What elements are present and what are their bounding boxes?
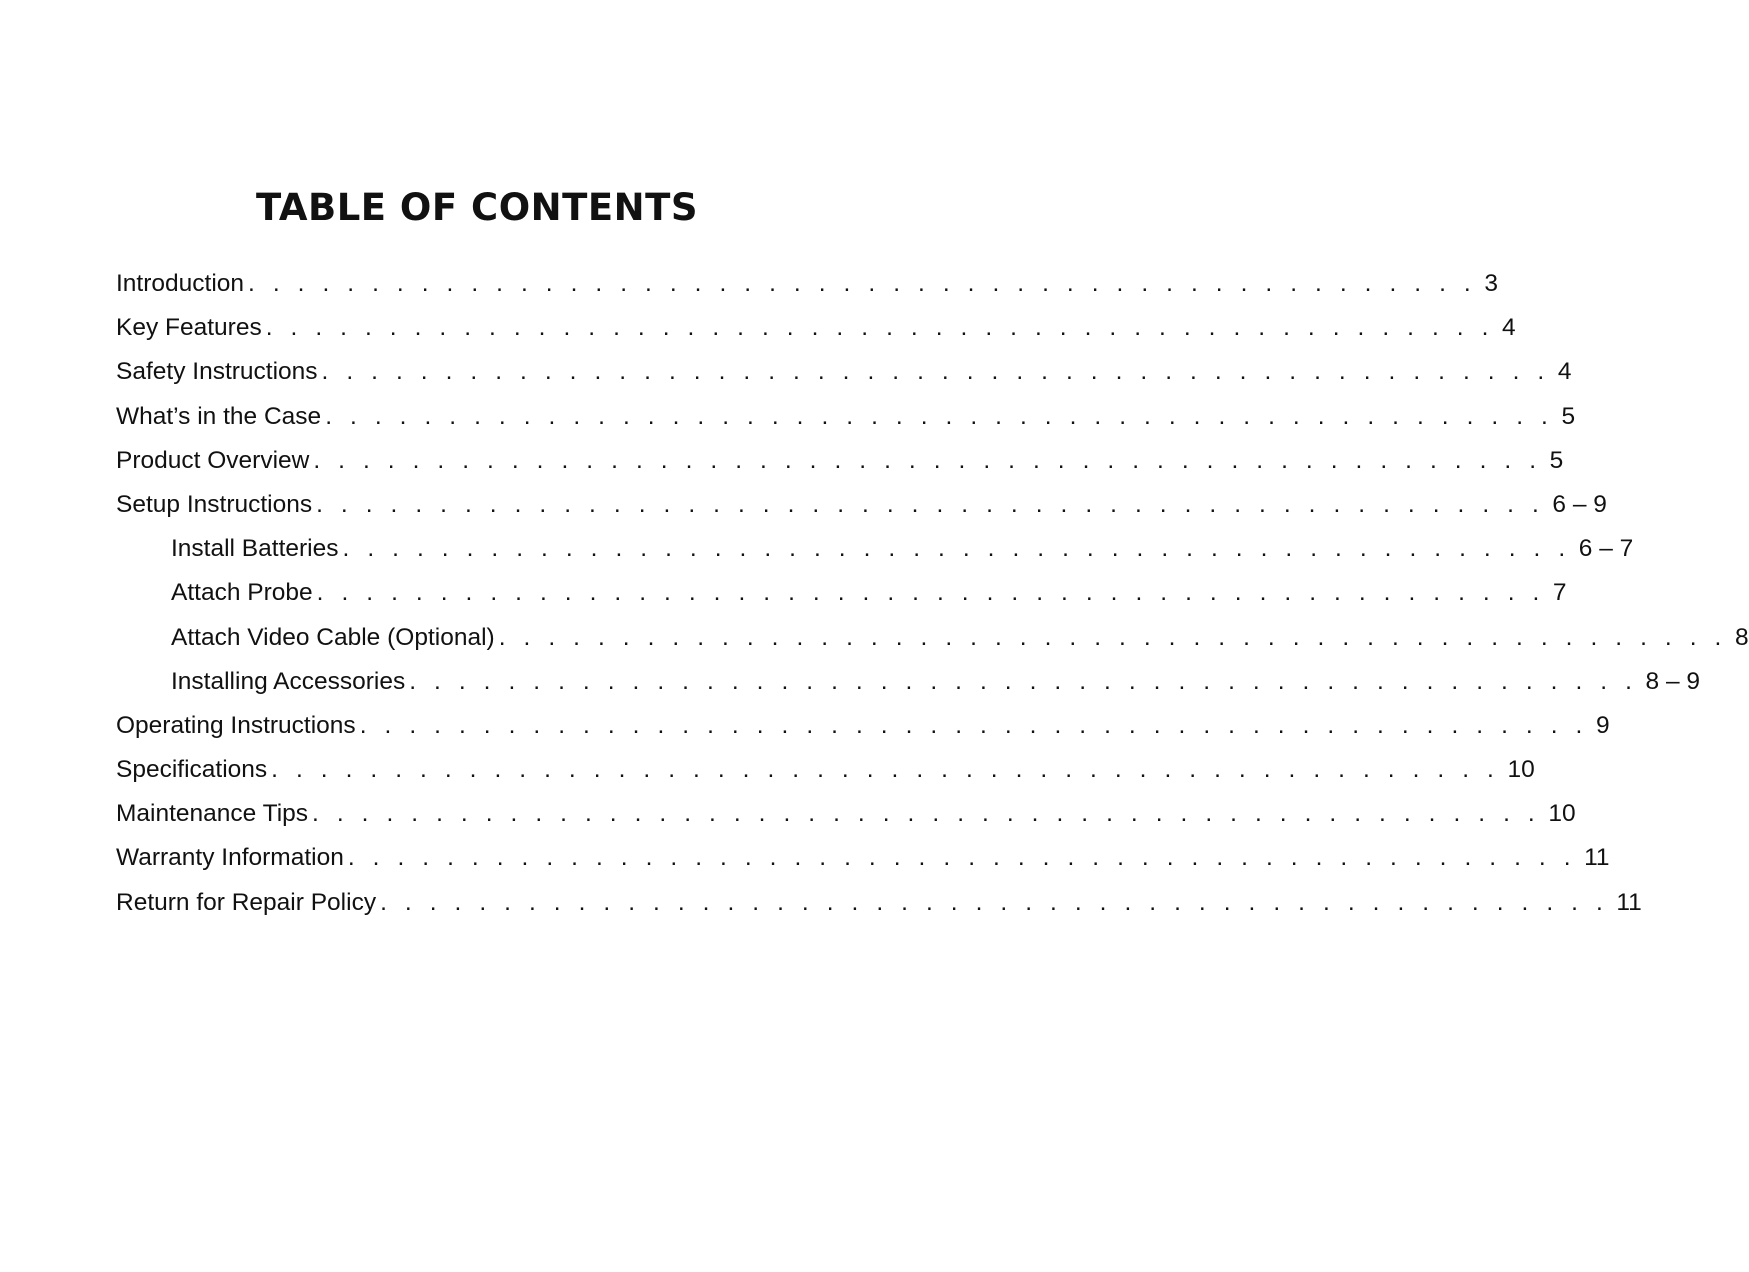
toc-entry-label: Installing Accessories bbox=[171, 667, 406, 695]
toc-subentry bbox=[116, 527, 1634, 571]
dot-leader: . . . . . . . . . . . . . . . . . . . . . . . . . . . . . . . . . . . . . . . . . . . . . . . . . . bbox=[498, 623, 1727, 651]
dot-leader: . . . . . . . . . . . . . . . . . . . . . . . . . . . . . . . . . . . . . . . . . . . . . . . . . . bbox=[316, 579, 1545, 607]
toc-entry-label: Attach Probe bbox=[171, 579, 313, 607]
toc-entry-label: Safety Instructions bbox=[116, 358, 318, 386]
toc-entry bbox=[116, 262, 1498, 306]
toc-entry-page: 4 bbox=[1557, 358, 1572, 386]
toc-entry-label: What’s in the Case bbox=[116, 402, 322, 430]
toc-entry-label: Product Overview bbox=[116, 446, 310, 474]
toc-subentry bbox=[116, 571, 1567, 615]
toc-entry-page: 6 – 7 bbox=[1578, 535, 1634, 563]
toc-entry-label: Warranty Information bbox=[116, 844, 344, 872]
toc-entry-page: 3 bbox=[1484, 270, 1498, 297]
toc-entry-label: Setup Instructions bbox=[116, 490, 313, 518]
dot-leader: . . . . . . . . . . . . . . . . . . . . . . . . . . . . . . . . . . . . . . . . . . . . . . . . . . bbox=[342, 535, 1571, 563]
dot-leader: . . . . . . . . . . . . . . . . . . . . . . . . . . . . . . . . . . . . . . . . . . . . . . . . . . bbox=[316, 490, 1545, 518]
dot-leader: . . . . . . . . . . . . . . . . . . . . . . . . . . . . . . . . . . . . . . . . . . . . . . . . . . bbox=[347, 844, 1577, 872]
dot-leader: . . . . . . . . . . . . . . . . . . . . . . . . . . . . . . . . . . . . . . . . . . . . . . . . . . bbox=[325, 402, 1554, 430]
toc-entry-label: Key Features bbox=[116, 314, 262, 342]
toc-entry-page: 6 – 9 bbox=[1552, 490, 1607, 518]
toc-entry-page: 8 bbox=[1734, 623, 1749, 651]
dot-leader: . . . . . . . . . . . . . . . . . . . . . . . . . . . . . . . . . . . . . . . . . . . . . . . . . . bbox=[380, 888, 1609, 916]
toc-entry bbox=[116, 483, 1607, 527]
toc-subentry bbox=[116, 616, 1749, 660]
toc-entry bbox=[116, 748, 1535, 792]
toc-entry bbox=[116, 395, 1576, 439]
toc-entry bbox=[116, 836, 1610, 880]
page-title: TABLE OF CONTENTS bbox=[256, 186, 698, 229]
dot-leader: . . . . . . . . . . . . . . . . . . . . . . . . . . . . . . . . . . . . . . . . . . . . . . . . . . bbox=[409, 667, 1638, 695]
dot-leader: . . . . . . . . . . . . . . . . . . . . . . . . . . . . . . . . . . . . . . . . . . . . . . . . . . bbox=[312, 800, 1541, 828]
toc-subentry bbox=[116, 660, 1701, 704]
toc-entry bbox=[116, 792, 1576, 836]
toc-entry-label: Maintenance Tips bbox=[116, 800, 309, 828]
dot-leader: . . . . . . . . . . . . . . . . . . . . . . . . . . . . . . . . . . . . . . . . . . . . . . . . . . bbox=[248, 270, 1477, 297]
toc-entry-page: 5 bbox=[1561, 402, 1576, 430]
toc-entry-page: 7 bbox=[1552, 579, 1567, 607]
toc-entry bbox=[116, 704, 1610, 748]
toc-entry-label: Specifications bbox=[116, 756, 268, 784]
toc-entry-page: 10 bbox=[1548, 800, 1576, 828]
toc-entry-label: Attach Video Cable (Optional) bbox=[171, 623, 495, 651]
table-of-contents bbox=[116, 262, 1749, 925]
toc-entry bbox=[116, 350, 1572, 394]
toc-entry-page: 5 bbox=[1549, 446, 1564, 474]
dot-leader: . . . . . . . . . . . . . . . . . . . . . . . . . . . . . . . . . . . . . . . . . . . . . . . . . . bbox=[321, 358, 1550, 386]
toc-entry-label: Introduction bbox=[116, 270, 245, 297]
toc-entry bbox=[116, 306, 1516, 350]
toc-entry-label: Operating Instructions bbox=[116, 711, 356, 739]
dot-leader: . . . . . . . . . . . . . . . . . . . . . . . . . . . . . . . . . . . . . . . . . . . . . . . . . . bbox=[271, 756, 1500, 784]
toc-entry-page: 8 – 9 bbox=[1645, 667, 1701, 695]
toc-entry-page: 11 bbox=[1584, 844, 1610, 872]
toc-entry-page: 10 bbox=[1507, 756, 1535, 784]
toc-entry-page: 11 bbox=[1616, 888, 1642, 916]
toc-entry-page: 9 bbox=[1595, 711, 1610, 739]
toc-entry-label: Install Batteries bbox=[171, 535, 339, 563]
dot-leader: . . . . . . . . . . . . . . . . . . . . . . . . . . . . . . . . . . . . . . . . . . . . . . . . . . bbox=[359, 711, 1588, 739]
dot-leader: . . . . . . . . . . . . . . . . . . . . . . . . . . . . . . . . . . . . . . . . . . . . . . . . . . bbox=[313, 446, 1542, 474]
toc-entry-page: 4 bbox=[1502, 314, 1516, 342]
toc-entry bbox=[116, 881, 1642, 925]
dot-leader: . . . . . . . . . . . . . . . . . . . . . . . . . . . . . . . . . . . . . . . . . . . . . . . . . . bbox=[265, 314, 1494, 342]
toc-entry bbox=[116, 439, 1564, 483]
toc-entry-label: Return for Repair Policy bbox=[116, 888, 377, 916]
